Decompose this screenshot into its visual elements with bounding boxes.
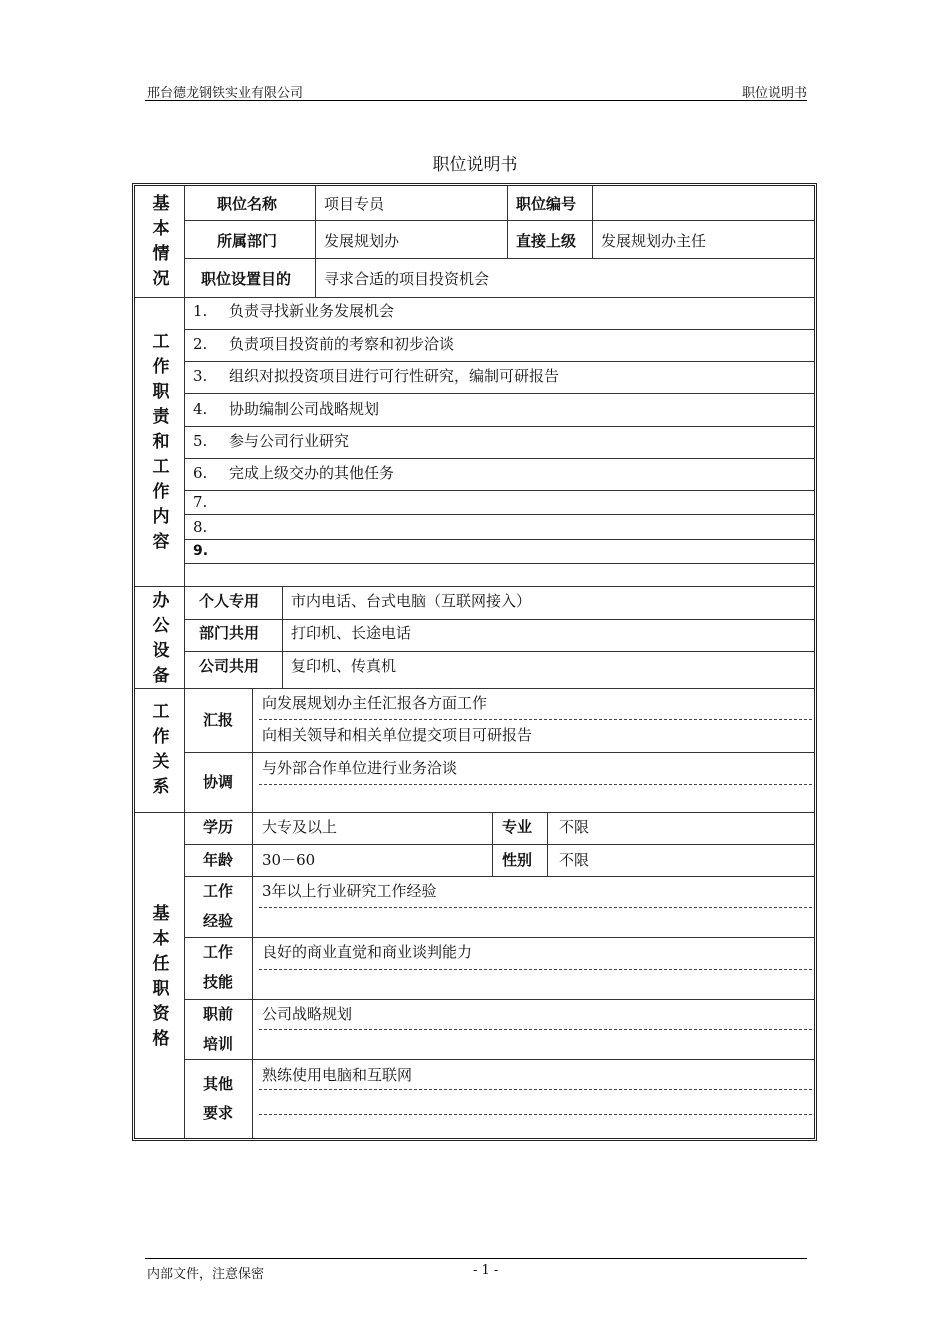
value-skills: 良好的商业直觉和商业谈判能力 <box>262 943 473 961</box>
duty-number: 3. <box>193 367 208 385</box>
duty-text: 负责项目投资前的考察和初步洽谈 <box>229 335 455 353</box>
value-company-shared: 复印机、传真机 <box>291 657 397 675</box>
page-footer <box>145 1258 807 1282</box>
label-skills: 技能 <box>203 973 234 991</box>
section-office-equipment: 办 公 设 备 <box>152 591 170 686</box>
value-education: 大专及以上 <box>262 818 338 836</box>
label-training: 职前 <box>203 1005 234 1023</box>
label-department: 所属部门 <box>217 232 278 250</box>
label-position-purpose: 职位设置目的 <box>201 270 292 288</box>
value-direct-superior: 发展规划办主任 <box>601 232 707 250</box>
label-training: 培训 <box>203 1035 234 1053</box>
section-duties: 工 作 职 责 和 工 作 内 容 <box>152 332 170 552</box>
value-experience: 3年以上行业研究工作经验 <box>262 882 437 900</box>
coordinate-line: 与外部合作单位进行业务洽谈 <box>262 759 458 777</box>
duty-number: 8. <box>193 518 208 536</box>
confidential-note: 内部文件，注意保密 <box>147 1267 265 1282</box>
duty-text: 负责寻找新业务发展机会 <box>229 302 395 320</box>
duty-number: 9. <box>193 543 209 559</box>
label-coordinate: 协调 <box>203 773 234 791</box>
report-line: 向相关领导和相关单位提交项目可研报告 <box>262 726 533 744</box>
label-company-shared: 公司共用 <box>199 657 260 675</box>
duty-text: 完成上级交办的其他任务 <box>229 464 395 482</box>
section-qualifications: 基 本 任 职 资 格 <box>152 904 170 1049</box>
duty-number: 6. <box>193 464 208 482</box>
value-position-purpose: 寻求合适的项目投资机会 <box>324 270 490 288</box>
duty-number: 1. <box>193 302 208 320</box>
job-description-table <box>132 183 817 1141</box>
duty-text: 组织对拟投资项目进行可行性研究，编制可研报告 <box>229 367 560 385</box>
report-line: 向发展规划办主任汇报各方面工作 <box>262 694 488 712</box>
label-experience: 经验 <box>203 912 234 930</box>
label-direct-superior: 直接上级 <box>516 232 577 250</box>
value-department: 发展规划办 <box>324 232 400 250</box>
value-gender: 不限 <box>559 851 590 869</box>
label-other-requirements: 其他 <box>203 1075 234 1093</box>
label-gender: 性别 <box>502 851 533 869</box>
section-basic-info: 基 本 情 况 <box>152 194 170 289</box>
section-work-relations: 工 作 关 系 <box>152 702 170 797</box>
duty-text: 参与公司行业研究 <box>229 432 350 450</box>
label-major: 专业 <box>502 818 533 836</box>
label-other-requirements: 要求 <box>203 1104 234 1122</box>
duty-text: 协助编制公司战略规划 <box>229 400 380 418</box>
value-personal-use: 市内电话、台式电脑（互联网接入） <box>291 592 532 610</box>
label-experience: 工作 <box>203 882 234 900</box>
duty-number: 7. <box>193 493 208 511</box>
document-title: 职位说明书 <box>432 155 518 175</box>
company-name: 邢台德龙钢铁实业有限公司 <box>147 86 304 101</box>
page-number: - 1 - <box>473 1263 499 1278</box>
label-position-name: 职位名称 <box>217 195 278 213</box>
value-age: 30－60 <box>262 851 316 869</box>
label-report: 汇报 <box>203 711 234 729</box>
value-other-requirements: 熟练使用电脑和互联网 <box>262 1066 413 1084</box>
value-department-shared: 打印机、长途电话 <box>291 624 412 642</box>
value-training: 公司战略规划 <box>262 1005 353 1023</box>
value-position-name: 项目专员 <box>324 195 385 213</box>
label-skills: 工作 <box>203 943 234 961</box>
label-department-shared: 部门共用 <box>199 624 260 642</box>
label-position-code: 职位编号 <box>516 195 577 213</box>
label-personal-use: 个人专用 <box>199 592 260 610</box>
duty-number: 5. <box>193 432 208 450</box>
page-header <box>145 82 807 101</box>
label-age: 年龄 <box>203 851 234 869</box>
header-doc-type: 职位说明书 <box>741 86 807 101</box>
duty-number: 2. <box>193 335 208 353</box>
duty-number: 4. <box>193 400 208 418</box>
value-major: 不限 <box>559 818 590 836</box>
label-education: 学历 <box>203 818 234 836</box>
